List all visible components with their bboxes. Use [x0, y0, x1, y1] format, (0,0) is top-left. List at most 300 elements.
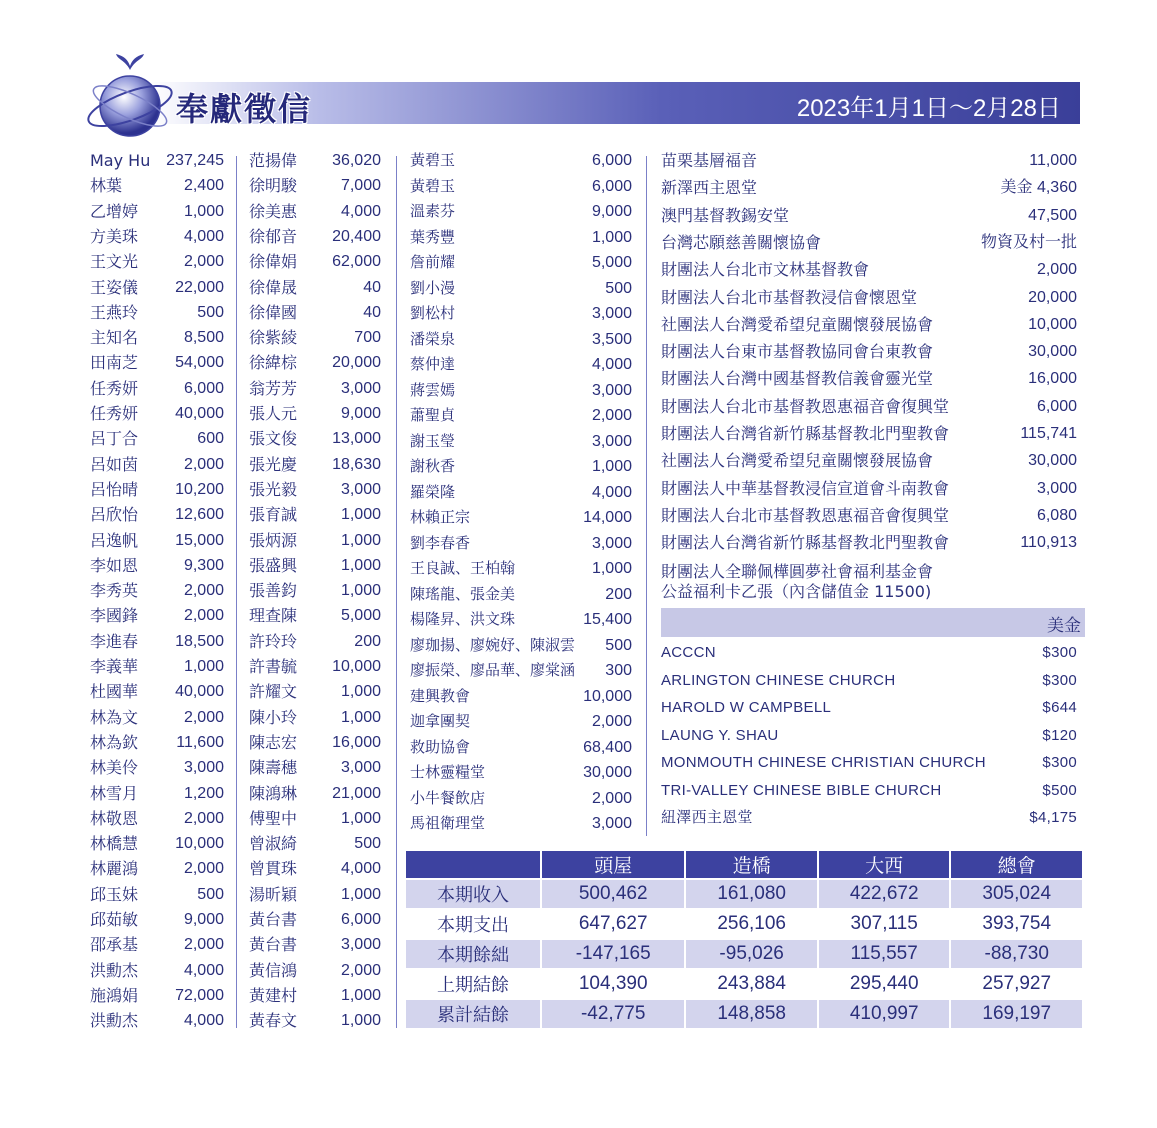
- donation-amount: 22,000: [175, 278, 224, 296]
- donor-name: 湯昕穎: [249, 884, 298, 904]
- donation-amount: 9,000: [591, 203, 632, 220]
- donation-row: [410, 735, 632, 760]
- usd-row: [661, 723, 1077, 748]
- donation-amount: 物資及村一批: [980, 233, 1077, 251]
- donation-amount: 10,000: [1028, 315, 1077, 333]
- usd-header: [661, 608, 1085, 637]
- donation-amount: 72,000: [175, 986, 224, 1004]
- donor-name: 謝秋香: [410, 457, 456, 475]
- donation-amount: 3,000: [591, 432, 632, 450]
- donation-amount: 2,000: [340, 961, 381, 979]
- donation-row: [410, 327, 632, 352]
- donor-name: 社團法人台灣愛希望兒童關懷發展協會: [661, 451, 934, 471]
- donation-row: [249, 199, 381, 224]
- donor-name: 張文俊: [249, 429, 298, 449]
- donor-name: 徐明駿: [249, 176, 298, 196]
- donation-row: [90, 603, 224, 628]
- donation-row: [410, 786, 632, 811]
- donation-amount: 2,000: [591, 407, 632, 424]
- donation-row: [410, 658, 632, 683]
- donor-name: 邱茹敏: [90, 910, 139, 929]
- usd-amount: $4,175: [1029, 809, 1077, 826]
- donation-amount: 1,000: [183, 202, 224, 220]
- donation-row: [90, 350, 224, 375]
- donation-row: [249, 603, 381, 628]
- donation-amount: 3,000: [183, 759, 224, 777]
- donation-amount: 3,000: [591, 305, 632, 322]
- donor-name: 王良誠、王柏翰: [410, 559, 516, 577]
- donation-row: [249, 679, 381, 704]
- donation-amount: 1,000: [340, 708, 381, 726]
- donation-amount: 10,000: [583, 687, 632, 705]
- donation-row: [410, 607, 632, 632]
- donor-name: 蔡仲達: [410, 355, 456, 373]
- donation-row: [249, 578, 381, 603]
- donation-row: [410, 225, 632, 250]
- donation-amount: 11,000: [1029, 152, 1077, 169]
- donor-name: 陳鴻琳: [249, 783, 298, 803]
- page-title: 奉獻徵信: [176, 90, 313, 128]
- donation-row: [410, 531, 632, 556]
- donation-row: [661, 339, 1077, 364]
- donation-row: [249, 882, 381, 907]
- donation-row: [249, 275, 381, 300]
- donation-amount: 10,200: [175, 480, 224, 498]
- donation-amount: 237,245: [166, 152, 224, 169]
- donation-amount: 12,600: [175, 506, 224, 524]
- donation-row: [410, 582, 632, 607]
- usd-donor: MONMOUTH CHINESE CHRISTIAN CHURCH: [661, 754, 986, 771]
- donation-row: [90, 426, 224, 451]
- donation-row: [249, 654, 381, 679]
- donation-row: [249, 806, 381, 831]
- usd-header-label: 美金: [1047, 616, 1081, 636]
- donation-amount: 36,020: [332, 152, 381, 169]
- donation-row: [410, 174, 632, 199]
- donation-row: [249, 1008, 381, 1033]
- donation-row: [410, 250, 632, 275]
- donation-row: [90, 224, 224, 249]
- donation-row: [249, 350, 381, 375]
- donation-row: [249, 376, 381, 401]
- summary-value: 647,627: [541, 909, 685, 939]
- donation-row: [249, 401, 381, 426]
- summary-row-label: 本期餘絀: [406, 939, 541, 969]
- column-divider: [646, 156, 647, 836]
- summary-value: 393,754: [950, 909, 1083, 939]
- donor-name: 田南芝: [90, 353, 139, 373]
- donation-row: [90, 578, 224, 603]
- donation-row: [410, 709, 632, 734]
- donation-amount: 9,000: [183, 911, 224, 928]
- donation-row: [249, 300, 381, 325]
- donation-amount: 1,000: [340, 582, 381, 600]
- donor-name: 詹前耀: [410, 253, 456, 271]
- summary-value: -42,775: [541, 999, 685, 1029]
- donor-name: 張善鈞: [249, 581, 298, 601]
- donation-row: [90, 477, 224, 502]
- donation-row: [249, 173, 381, 198]
- donation-amount: 14,000: [583, 509, 632, 526]
- donor-name: 黃春文: [249, 1011, 298, 1031]
- donation-amount: 美金 4,360: [1000, 179, 1077, 197]
- donation-amount: 20,000: [332, 354, 381, 372]
- donor-name: 張光慶: [249, 454, 298, 474]
- summary-value: 115,557: [818, 939, 951, 969]
- donation-row: [249, 325, 381, 350]
- donation-amount: 18,500: [175, 632, 224, 650]
- donor-name: 洪勳杰: [90, 960, 139, 980]
- donation-row: [661, 503, 1077, 528]
- donation-amount: 40,000: [175, 683, 224, 701]
- donation-amount: 200: [605, 585, 632, 603]
- donor-name: 林為欽: [90, 732, 139, 752]
- donor-name: 蕭聖貞: [410, 406, 456, 424]
- summary-table: [406, 851, 1084, 1030]
- donation-amount: 6,080: [1036, 506, 1077, 524]
- donation-row: [410, 276, 632, 301]
- donation-row: [90, 629, 224, 654]
- donor-name: 任秀妍: [90, 404, 139, 423]
- donor-name: 苗栗基層福音: [661, 151, 758, 170]
- donor-name: 廖振榮、廖品華、廖棠涵: [410, 661, 576, 679]
- donor-name: 蔣雲嫣: [410, 380, 456, 399]
- donor-name: 迦拿團契: [410, 712, 471, 730]
- donation-amount: 15,400: [583, 611, 632, 628]
- donation-amount: 30,000: [1028, 452, 1077, 470]
- donor-name: 主知名: [90, 328, 139, 348]
- donation-amount: 500: [197, 303, 224, 321]
- donation-row: [90, 452, 224, 477]
- donation-amount: 3,000: [340, 936, 381, 954]
- donation-amount: 40: [363, 278, 381, 296]
- summary-col-header: 總會: [950, 851, 1083, 879]
- donation-row: [90, 401, 224, 426]
- donation-row: [661, 394, 1077, 419]
- donor-name: 救助協會: [410, 737, 471, 756]
- donation-row: [661, 230, 1077, 255]
- donation-row: [249, 148, 381, 173]
- donor-name: 張炳源: [249, 530, 298, 550]
- donor-name: 財團法人台北市文林基督教會: [661, 260, 870, 280]
- donation-row: [410, 633, 632, 658]
- donation-amount: 2,000: [183, 936, 224, 954]
- donation-row: [90, 528, 224, 553]
- usd-donor: LAUNG Y. SHAU: [661, 726, 779, 744]
- donor-name: 翁芳芳: [249, 378, 298, 398]
- donation-amount: 600: [197, 430, 224, 448]
- usd-donor: HAROLD W CAMPBELL: [661, 699, 832, 716]
- donation-amount: 2,000: [591, 789, 632, 807]
- donor-name: 葉秀豐: [410, 227, 456, 246]
- donation-row: [410, 480, 632, 505]
- donation-amount: 9,000: [340, 405, 381, 422]
- donor-name: 黃碧玉: [410, 176, 456, 195]
- donor-name: 張光毅: [249, 479, 298, 499]
- donation-row: [410, 556, 632, 581]
- summary-row-label: 上期結餘: [406, 969, 541, 999]
- donor-name: 呂怡晴: [90, 479, 139, 499]
- donation-amount: 2,000: [183, 455, 224, 473]
- donation-amount: 47,500: [1028, 206, 1077, 224]
- donation-row: [90, 325, 224, 350]
- donor-name: 劉松村: [410, 304, 456, 322]
- donation-row: [410, 352, 632, 377]
- donation-row: [90, 654, 224, 679]
- summary-value: 422,672: [818, 879, 951, 909]
- donation-amount: 4,000: [591, 356, 632, 373]
- donor-name: 潘榮泉: [410, 329, 456, 348]
- donation-amount: 110,913: [1020, 534, 1077, 552]
- donation-amount: 1,000: [340, 556, 381, 574]
- donation-amount: 2,000: [183, 607, 224, 625]
- col4-note: [661, 562, 933, 602]
- donation-row: [90, 730, 224, 755]
- summary-value: -88,730: [950, 939, 1083, 969]
- donor-name: 張育誠: [249, 505, 298, 525]
- summary-row: [406, 909, 1083, 939]
- donation-row: [90, 275, 224, 300]
- usd-donor: ACCCN: [661, 644, 716, 661]
- donation-amount: 2,000: [591, 713, 632, 730]
- summary-row-label: 本期支出: [406, 909, 541, 939]
- donation-amount: 13,000: [332, 430, 381, 448]
- donor-name: 李進春: [90, 631, 139, 651]
- donor-name: 財團法人中華基督教浸信宣道會斗南教會: [661, 478, 950, 498]
- globe-logo-icon: [80, 48, 180, 148]
- donation-row: [661, 257, 1077, 282]
- donor-name: 劉小漫: [410, 278, 456, 297]
- donation-row: [90, 300, 224, 325]
- donor-name: 林賴正宗: [410, 508, 471, 526]
- donation-amount: 8,500: [183, 329, 224, 347]
- summary-value: 500,462: [541, 879, 685, 909]
- donation-amount: 6,000: [591, 177, 632, 195]
- usd-amount: $500: [1042, 781, 1077, 799]
- usd-amount: $120: [1042, 726, 1077, 744]
- usd-donor: TRI-VALLEY CHINESE BIBLE CHURCH: [661, 781, 942, 799]
- donation-row: [249, 705, 381, 730]
- donation-amount: 1,200: [183, 784, 224, 802]
- donor-name: 士林靈糧堂: [410, 763, 486, 781]
- donation-amount: 700: [354, 329, 381, 347]
- donation-row: [661, 148, 1077, 173]
- donor-name: 財團法人台北市基督教恩惠福音會復興堂: [661, 505, 950, 525]
- donation-row: [661, 203, 1077, 228]
- summary-row: [406, 999, 1083, 1029]
- donation-row: [90, 806, 224, 831]
- donor-name: 溫素芬: [410, 202, 456, 220]
- summary-value: 148,858: [685, 999, 818, 1029]
- donor-name: 傅聖中: [249, 808, 298, 828]
- donation-amount: 1,000: [340, 1012, 381, 1030]
- usd-amount: $300: [1042, 671, 1077, 689]
- donation-row: [249, 907, 381, 932]
- donor-name: 王文光: [90, 252, 139, 272]
- donor-name: 徐郁音: [249, 226, 298, 246]
- donation-row: [90, 502, 224, 527]
- donation-amount: 16,000: [332, 733, 381, 751]
- usd-amount: $644: [1042, 699, 1077, 716]
- donor-name: 林麗鴻: [90, 859, 139, 879]
- summary-col-header: 頭屋: [541, 851, 685, 879]
- donation-amount: 6,000: [591, 152, 632, 169]
- donor-name: 黃台書: [249, 935, 298, 955]
- usd-row: [661, 805, 1077, 830]
- donor-name: 許玲玲: [249, 631, 298, 651]
- donation-amount: 3,000: [340, 379, 381, 397]
- donor-name: 李秀英: [90, 581, 139, 601]
- donation-amount: 2,000: [183, 253, 224, 271]
- donation-row: [90, 831, 224, 856]
- donation-amount: 500: [605, 636, 632, 654]
- donation-row: [249, 856, 381, 881]
- donation-row: [249, 477, 381, 502]
- note-line-2: 公益福利卡乙張（內含儲值金 11500): [661, 582, 932, 601]
- donation-amount: 1,000: [183, 658, 224, 675]
- donation-row: [661, 448, 1077, 473]
- donation-amount: 54,000: [175, 354, 224, 372]
- donation-amount: 500: [197, 885, 224, 903]
- donation-amount: 10,000: [175, 835, 224, 853]
- donor-name: May Hu: [90, 151, 151, 170]
- donation-amount: 3,000: [340, 480, 381, 498]
- donation-amount: 1,000: [340, 506, 381, 524]
- donation-amount: 1,000: [340, 885, 381, 903]
- donor-name: 邵承基: [90, 935, 139, 955]
- donation-row: [90, 907, 224, 932]
- donor-name: 馬祖衛理堂: [410, 814, 486, 832]
- summary-value: 256,106: [685, 909, 818, 939]
- donation-amount: 4,000: [183, 227, 224, 245]
- donation-amount: 200: [354, 632, 381, 650]
- donation-row: [410, 811, 632, 836]
- donor-name: 陳壽穗: [249, 758, 298, 778]
- donation-row: [90, 932, 224, 957]
- summary-col-header: 大西: [818, 851, 951, 879]
- donation-row: [661, 476, 1077, 501]
- donation-row: [661, 421, 1077, 446]
- donation-row: [249, 730, 381, 755]
- donation-amount: 30,000: [583, 764, 632, 781]
- donation-amount: 2,000: [183, 708, 224, 726]
- donation-row: [90, 958, 224, 983]
- donor-name: 王燕玲: [90, 302, 139, 322]
- donor-name: 曾貫珠: [249, 859, 298, 879]
- donation-amount: 1,000: [340, 809, 381, 827]
- donor-name: 財團法人台北市基督教恩惠福音會復興堂: [661, 396, 950, 416]
- usd-row: [661, 750, 1077, 775]
- donor-name: 財團法人台東市基督教協同會台東教會: [661, 342, 934, 362]
- summary-value: -95,026: [685, 939, 818, 969]
- donation-row: [410, 148, 632, 173]
- note-line-1: 財團法人全聯佩樺圓夢社會福利基金會: [661, 562, 934, 581]
- donation-row: [410, 403, 632, 428]
- donor-name: 方美珠: [90, 226, 139, 246]
- donation-amount: 4,000: [591, 483, 632, 501]
- donor-name: 李義華: [90, 657, 139, 676]
- donor-name: 杜國華: [90, 682, 139, 702]
- donation-row: [90, 882, 224, 907]
- summary-value: 104,390: [541, 969, 685, 999]
- donation-amount: 5,000: [340, 607, 381, 625]
- donation-row: [661, 175, 1077, 200]
- donation-row: [410, 301, 632, 326]
- donation-amount: 6,000: [1036, 397, 1077, 415]
- donation-row: [249, 629, 381, 654]
- summary-value: 161,080: [685, 879, 818, 909]
- donation-row: [661, 312, 1077, 337]
- date-range: 2023年1月1日～2月28日: [796, 95, 1061, 122]
- donation-row: [249, 983, 381, 1008]
- donation-row: [90, 553, 224, 578]
- donation-amount: 2,400: [183, 177, 224, 195]
- donation-row: [90, 173, 224, 198]
- donor-name: 台灣芯願慈善關懷協會: [661, 232, 822, 252]
- donor-name: 張人元: [249, 404, 298, 423]
- donor-name: 黃建村: [249, 985, 298, 1005]
- donation-amount: 1,000: [340, 683, 381, 701]
- donation-row: [249, 528, 381, 553]
- donation-amount: 3,000: [591, 534, 632, 552]
- summary-value: 410,997: [818, 999, 951, 1029]
- donor-name: 楊隆昇、洪文珠: [410, 610, 516, 628]
- donor-name: 林為文: [90, 707, 139, 727]
- column-divider: [236, 156, 237, 1028]
- donation-row: [90, 856, 224, 881]
- donor-name: 呂如茵: [90, 454, 139, 474]
- donor-name: 許書毓: [249, 657, 298, 676]
- donation-amount: 9,300: [183, 556, 224, 574]
- donation-row: [410, 199, 632, 224]
- donation-amount: 62,000: [332, 253, 381, 271]
- donation-row: [249, 452, 381, 477]
- donation-amount: 18,630: [332, 455, 381, 473]
- usd-row: [661, 668, 1077, 693]
- donation-amount: 1,000: [591, 458, 632, 475]
- donor-name: 呂欣怡: [90, 505, 139, 525]
- donor-name: 廖珈揚、廖婉妤、陳淑雲: [410, 635, 576, 654]
- donation-row: [249, 224, 381, 249]
- donor-name: 黃台書: [249, 910, 298, 929]
- donor-name: 王姿儀: [90, 277, 139, 297]
- donation-row: [249, 426, 381, 451]
- donation-row: [410, 429, 632, 454]
- donor-name: 徐偉晟: [249, 277, 298, 297]
- usd-row: [661, 695, 1077, 720]
- donation-row: [90, 148, 224, 173]
- donation-row: [410, 684, 632, 709]
- donor-name: 乙增婷: [90, 201, 139, 221]
- donation-row: [249, 502, 381, 527]
- summary-value: 307,115: [818, 909, 951, 939]
- summary-value: 295,440: [818, 969, 951, 999]
- donation-amount: 68,400: [583, 738, 632, 756]
- donation-row: [90, 755, 224, 780]
- donor-name: 社團法人台灣愛希望兒童關懷發展協會: [661, 314, 934, 334]
- donation-row: [90, 679, 224, 704]
- donor-name: 許耀文: [249, 682, 298, 702]
- donation-row: [249, 831, 381, 856]
- donor-name: 范揚偉: [249, 151, 298, 170]
- summary-value: 305,024: [950, 879, 1083, 909]
- donation-amount: 6,000: [183, 379, 224, 397]
- donation-amount: 4,000: [340, 202, 381, 220]
- donation-row: [410, 505, 632, 530]
- donor-name: 財團法人台灣中國基督教信義會靈光堂: [661, 369, 934, 389]
- donor-name: 徐紫綾: [249, 328, 298, 348]
- summary-row-label: 累計結餘: [406, 999, 541, 1029]
